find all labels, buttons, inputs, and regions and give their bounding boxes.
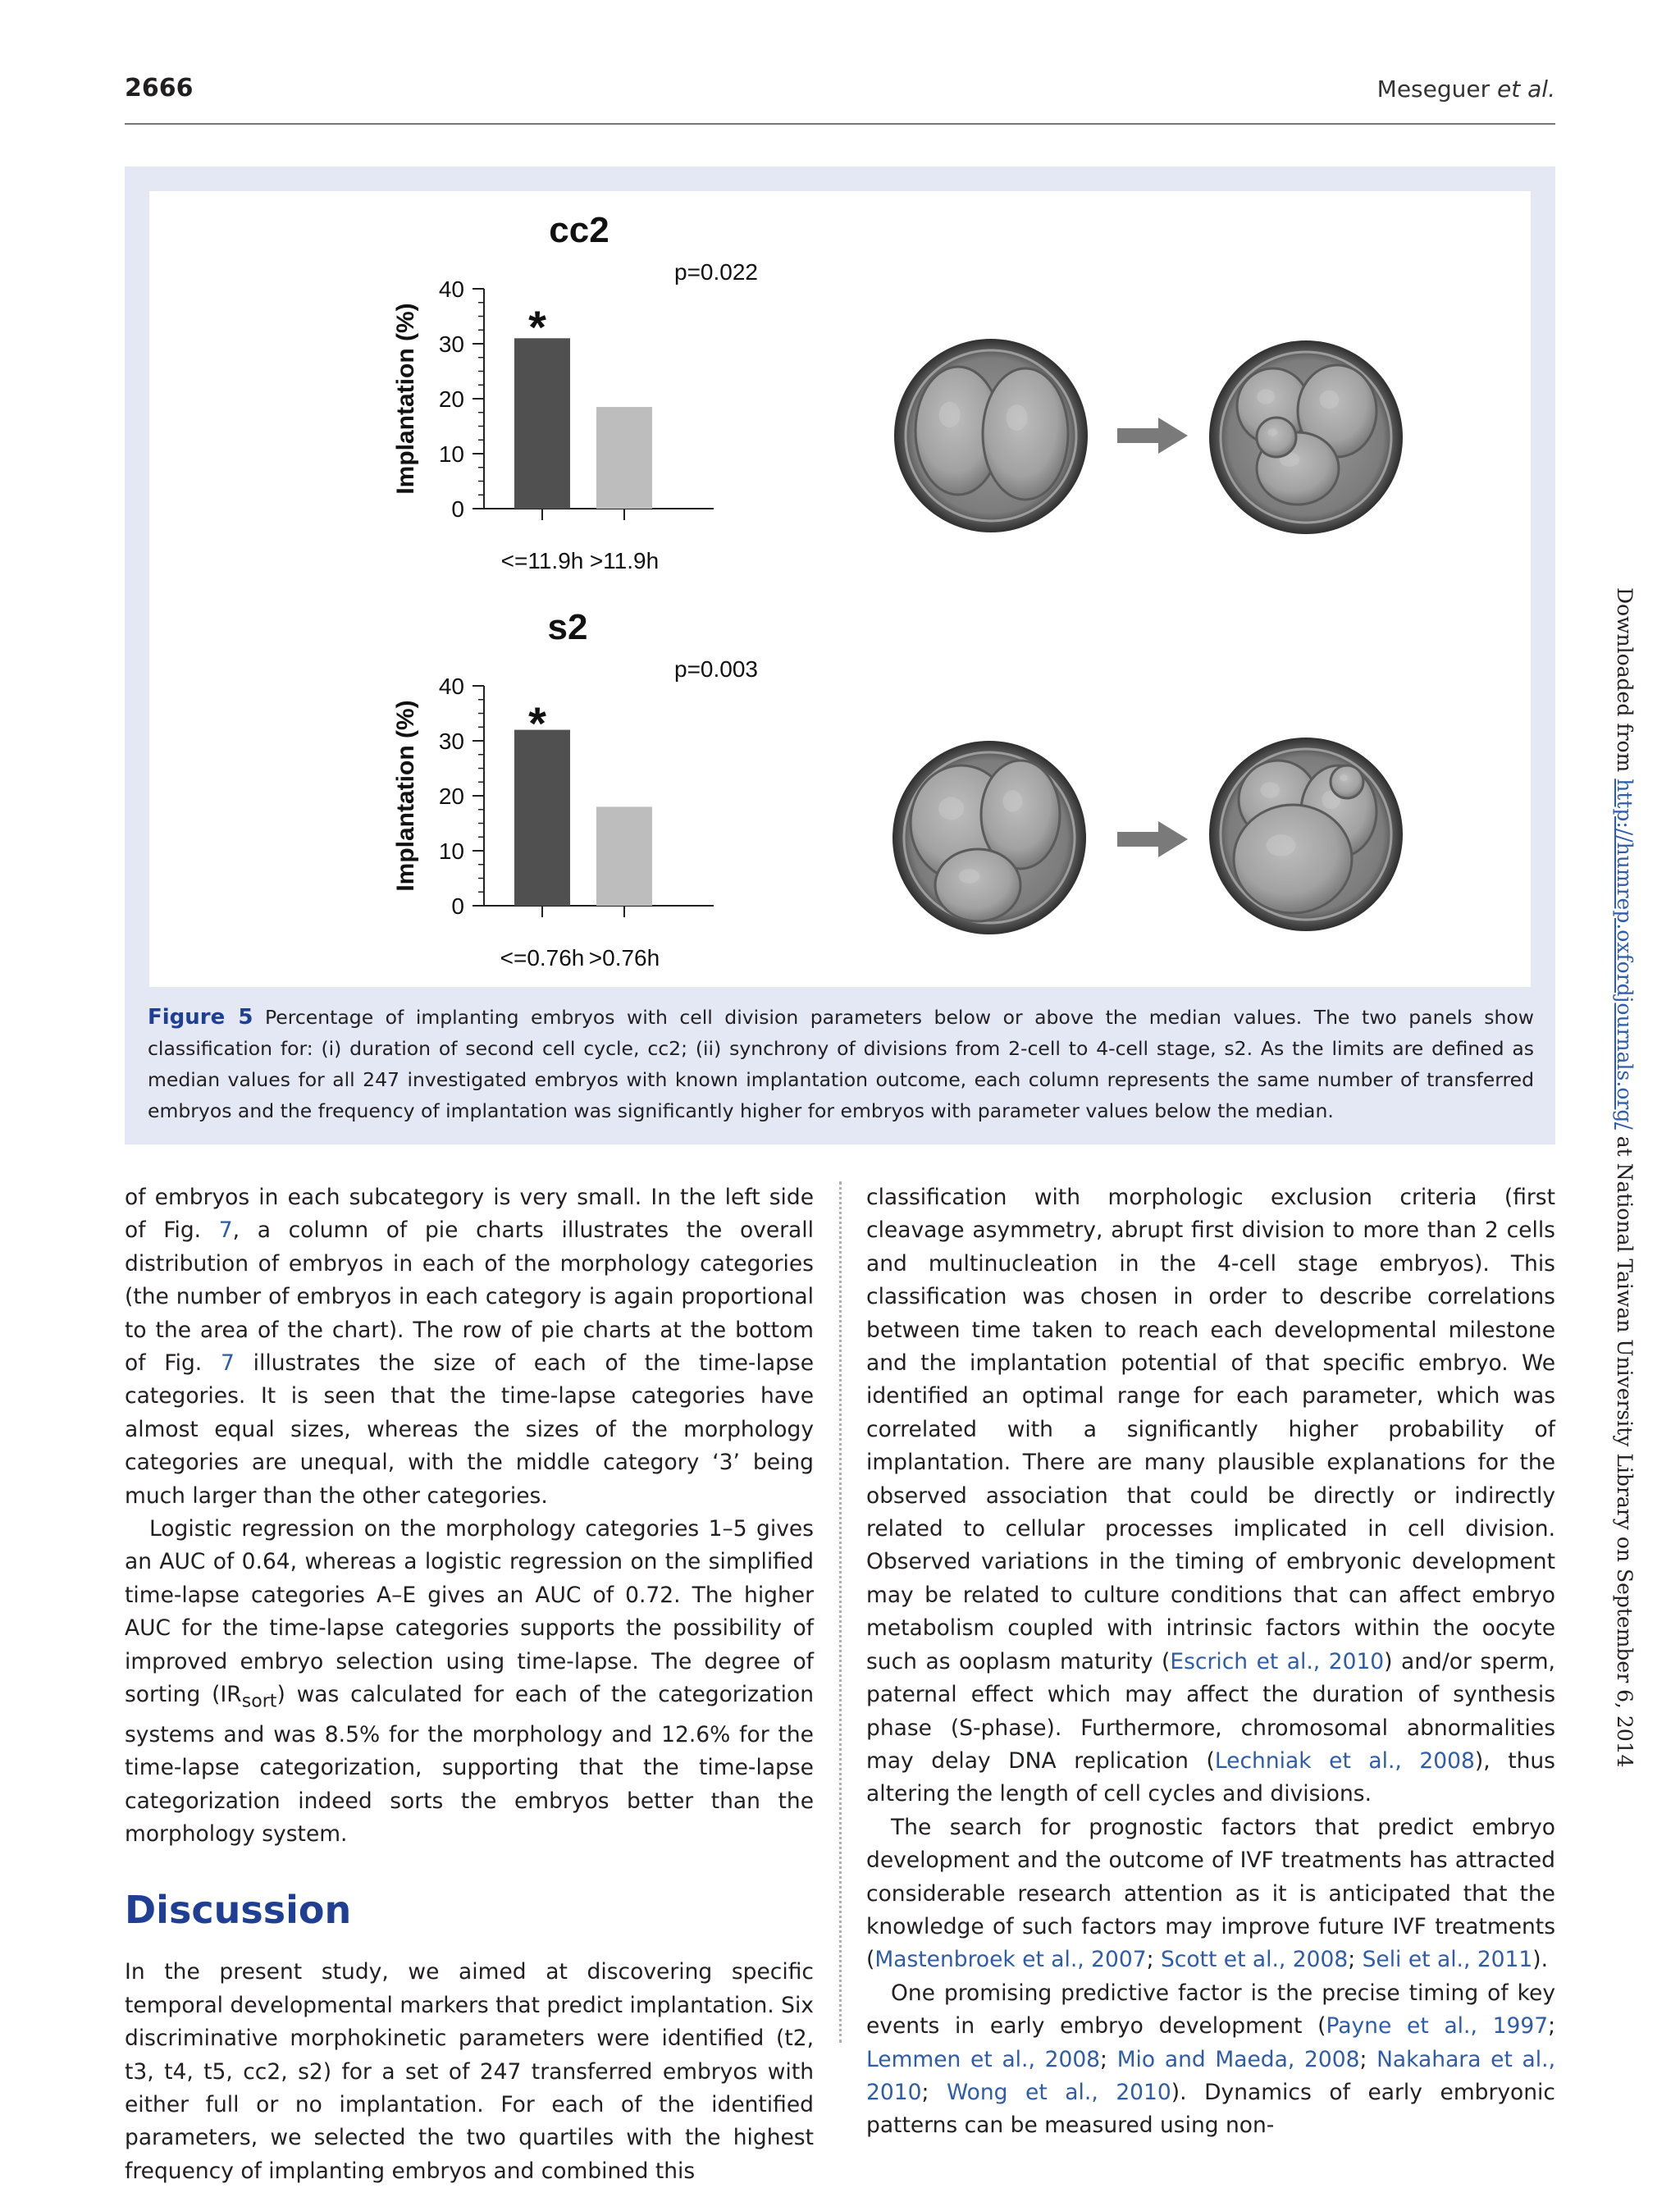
citation-link[interactable]: Wong et al., 2010 — [946, 2079, 1171, 2105]
blastomere — [1331, 765, 1363, 798]
text: ; — [1359, 2046, 1377, 2072]
x-tick-label: <=11.9h — [500, 548, 584, 573]
text: ) was calculated for each of the categorization systems and was 8.5% for the morphology and 12.6% for the time-lapse categorization, supporting that the time-lapse categorization indeed sorts the embryos better than the morphology system. — [125, 1682, 814, 1848]
citation-link[interactable]: Nakahara et al., 2010 — [866, 2046, 1556, 2105]
citation-link[interactable]: Payne et al., 1997 — [1326, 2013, 1549, 2040]
p-value-label: p=0.022 — [674, 259, 758, 285]
bar — [514, 338, 570, 509]
y-tick-label: 30 — [438, 331, 464, 357]
header-rule — [125, 123, 1555, 125]
paragraph: In the present study, we aimed at discovering specific temporal developmental markers that predict implantation. Six discriminative morphokinetic parameters were identified (t2, t3, t4, t5, cc2, s2) for a set of 247 transferred embryos with either full or no implantation. For each of the identified parameters, we selected the two quartiles with the highest frequency of implanting embryos and combined this — [125, 1959, 814, 2184]
cell-highlight — [1267, 834, 1296, 856]
paragraph — [866, 1811, 1555, 1977]
figure-caption-text: Percentage of implanting embryos with cell division parameters below or above the median values. The two panels show classification for: (i) duration of second cell cycle, cc2; (ii) synchrony of divisions from 2-cell to 4-cell stage, s2. As the limits are defined as median values for all 247 investigated embryos with known implantation outcome, each column represents the same number of transferred embryos and the frequency of implantation was significantly higher for embryos with parameter values below the median. — [148, 1006, 1534, 1122]
y-tick-label: 40 — [438, 674, 464, 699]
paragraph — [866, 1181, 1555, 1811]
citation-link[interactable]: Lemmen et al., 2008 — [866, 2046, 1101, 2072]
text: ; — [1548, 2013, 1555, 2040]
figure-caption — [148, 1002, 1534, 1126]
cell-highlight — [1007, 404, 1028, 431]
embryo-4cell-image — [1209, 340, 1403, 534]
text: , a column of pie charts illustrates the overall distribution of embryos in each of the morphology categories (the number of embryos in each category is again proportional to the area of the chart). The row of pie charts at the bottom of Fig. — [125, 1217, 815, 1377]
download-watermark — [1608, 587, 1641, 1768]
p-value-label: p=0.003 — [674, 656, 758, 682]
text: at National Taiwan University Library on September 6, 2014 — [1613, 1129, 1637, 1768]
text: The search for prognostic factors that predict embryo development and the outcome of IVF treatments has attracted considerable research attention as it is anticipated that the knowledge of such factors may improve future IVF treatments ( — [866, 1814, 1555, 1973]
text: of embryos in each subcategory is very small. In the left side of Fig. — [125, 1185, 814, 1244]
bar-charts — [392, 210, 758, 971]
citation-link[interactable]: Mio and Maeda, 2008 — [1116, 2046, 1360, 2072]
arrow-head — [1158, 821, 1188, 857]
text: ; — [1348, 1947, 1363, 1973]
y-tick-label: 30 — [438, 729, 464, 754]
y-tick-label: 10 — [438, 441, 464, 467]
figure-5 — [125, 167, 1555, 1144]
embryo-2cell-image — [894, 339, 1088, 532]
citation-link[interactable]: Escrich et al., 2010 — [1170, 1648, 1385, 1674]
text: ; — [921, 2079, 947, 2105]
cell-highlight — [1340, 774, 1348, 781]
figure-graphics — [149, 191, 1531, 987]
embryo-4cell-sync-image — [1209, 738, 1403, 931]
text: ; — [1146, 1947, 1161, 1973]
text: One promising predictive factor is the precise timing of key events in early embryo development ( — [866, 1980, 1555, 2040]
arrow-head — [1158, 418, 1188, 454]
arrow-right-icon — [1117, 821, 1188, 857]
significance-star: * — [528, 301, 546, 353]
blastomere — [1234, 805, 1352, 913]
y-axis-label: Implantation (%) — [392, 700, 419, 892]
right-column — [866, 1181, 1555, 2143]
significance-star: * — [528, 697, 546, 749]
blastomere — [935, 849, 1020, 921]
citation-link[interactable]: Mastenbroek et al., 2007 — [874, 1947, 1147, 1973]
running-head — [1377, 75, 1555, 103]
embryo-images — [892, 339, 1403, 934]
bar — [514, 730, 570, 906]
text: ) and/or sperm, paternal effect which may affect the duration of synthesis phase (S-phase). Furthermore, chromosomal abnormalities may delay DNA replication ( — [866, 1648, 1555, 1774]
cell-highlight — [1260, 782, 1280, 797]
y-tick-label: 40 — [438, 276, 464, 302]
figure-ref-link[interactable]: 7 — [221, 1350, 235, 1377]
arrow-shaft — [1117, 428, 1160, 443]
cell-highlight — [1002, 790, 1022, 811]
text: Logistic regression on the morphology categories 1–5 gives an AUC of 0.64, whereas a logistic regression on the simplified time-lapse categories A–E gives an AUC of 0.72. The higher AUC for the time-lapse categories supports the possibility of improved embryo selection using time-lapse. The degree of sorting (IR — [125, 1516, 814, 1708]
cell-highlight — [1319, 391, 1339, 409]
y-tick-label: 10 — [438, 838, 464, 864]
arrow-shaft — [1117, 832, 1160, 847]
text: ). — [1532, 1947, 1549, 1973]
bar — [596, 806, 652, 906]
cell-highlight — [939, 402, 961, 427]
x-tick-label: >11.9h — [589, 548, 660, 573]
text: Downloaded from — [1613, 587, 1637, 779]
running-head-et-al: et al. — [1497, 75, 1555, 103]
paragraph — [125, 1513, 814, 1851]
cell-highlight — [1267, 428, 1277, 436]
bar — [596, 407, 652, 509]
citation-link[interactable]: Scott et al., 2008 — [1160, 1947, 1349, 1973]
figure-panel — [149, 191, 1531, 987]
figure-ref-link[interactable]: 7 — [218, 1217, 233, 1244]
text: ). Dynamics of early embryonic patterns can be measured using non- — [866, 2079, 1555, 2139]
blastomere — [983, 368, 1068, 500]
cell-highlight — [1257, 389, 1275, 404]
y-tick-label: 20 — [438, 386, 464, 412]
section-heading: Discussion — [125, 1888, 352, 1933]
cell-highlight — [959, 869, 980, 884]
page-number: 2666 — [125, 74, 194, 103]
citation-link[interactable]: Lechniak et al., 2008 — [1214, 1747, 1475, 1774]
chart-title: s2 — [547, 607, 588, 647]
y-axis-label: Implantation (%) — [392, 303, 419, 495]
cell-highlight — [938, 797, 964, 820]
y-tick-label: 0 — [451, 893, 464, 919]
text: classification with morphologic exclusion criteria (first cleavage asymmetry, abrupt first division to more than 2 cells and multinucleation in the 4-cell stage embryos). This classification was chosen in order to describe correlations between time taken to reach each developmental milestone and the implantation potential of that specific embryo. We identified an optimal range for each parameter, which was correlated with a significantly higher probability of implantation. There are many plausible explanations for the observed association that could be directly or indirectly related to cellular processes implicated in cell division. Observed variations in the timing of embryonic development may be related to culture conditions that can affect embryo metabolism coupled with intrinsic factors within the oocyte such as ooplasm maturity ( — [866, 1185, 1555, 1674]
x-tick-label: <=0.76h — [500, 945, 585, 971]
left-column — [125, 1181, 814, 2188]
x-tick-label: >0.76h — [588, 945, 660, 971]
y-tick-label: 0 — [451, 496, 464, 522]
embryo-3cell-image — [892, 741, 1086, 934]
journal-url-link[interactable]: http://humrep.oxfordjournals.org/ — [1613, 779, 1637, 1130]
text: ), thus altering the length of cell cycles and divisions. — [866, 1747, 1555, 1807]
citation-link[interactable]: Seli et al., 2011 — [1362, 1947, 1533, 1973]
arrow-right-icon — [1117, 418, 1188, 454]
paragraph — [866, 1977, 1555, 2143]
paragraph — [125, 1181, 814, 1513]
blastomere — [1257, 418, 1296, 457]
subscript: sort — [241, 1691, 277, 1712]
y-tick-label: 20 — [438, 783, 464, 809]
text: illustrates the size of each of the time-lapse categories. It is seen that the time-lapse categories have almost equal sizes, whereas the sizes of the morphology categories are unequal, with the middle category ‘3’ being much larger than the other categories. — [125, 1350, 814, 1509]
column-divider — [839, 1181, 842, 2043]
chart-title: cc2 — [549, 210, 609, 250]
text: ; — [1100, 2046, 1117, 2072]
running-head-author: Meseguer — [1376, 75, 1491, 103]
figure-label: Figure 5 — [148, 1005, 253, 1030]
